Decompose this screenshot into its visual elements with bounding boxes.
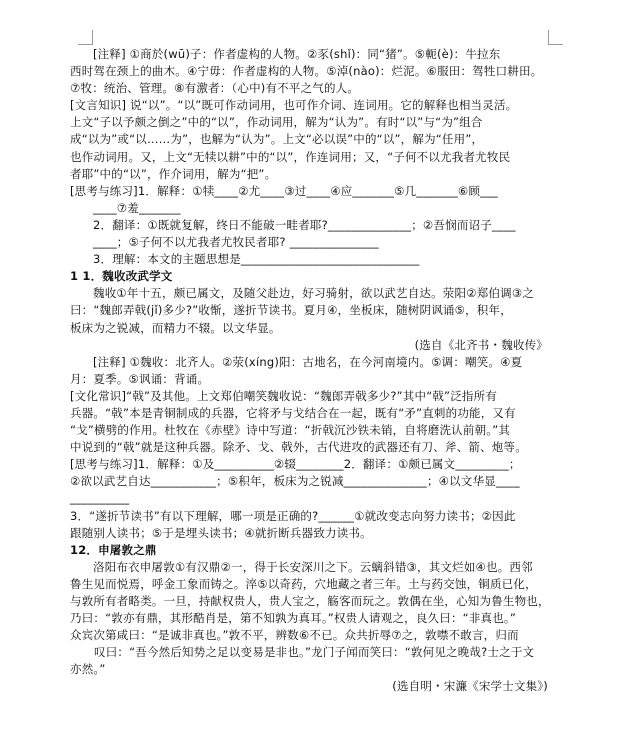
- text-line: 乃曰：“敦亦有鼎，其形酷肖是，第不知孰为真耳。”权贵人请观之，良久曰：“非真也。”: [70, 611, 517, 626]
- text-line: 叹曰：“吾今然后知势之足以变易是非也。”龙门子闻而笑曰：“敦何见之晚哉?士之于文: [94, 645, 535, 660]
- text-line: 与敦所有者略类。一旦，持献权贵人，贵人宝之，觞客而玩之。敦偶在坐，心知为鲁生物也，: [70, 594, 550, 608]
- text-line: ____⑦羞_______: [93, 200, 181, 215]
- text-line: [注释] ①魏收：北齐人。②荥(xíng)阳：古地名，在今河南境内。⑤调：嘲笑。④夏: [93, 354, 523, 369]
- text-line: 西时驾在颈上的曲木。④宁毋：作者虚构的人物。⑤淖(nào)：烂泥。⑥服田：驾牲口耕田。: [70, 64, 543, 79]
- text-line: 上文“子以予颇之倒之”中的“以”，作动词用，解为“认为”。有时“以”与“为”组合: [70, 115, 483, 130]
- text-line: [思考与练习]1．解释：①及__________②辍________2．翻译：①颇已属文_________；: [70, 457, 521, 472]
- text-line: 2．翻译：①既就复解，终日不能破一畦者耶?______________；②吾悯而诏子____: [93, 217, 516, 232]
- text-line: (选自《北齐书・魏收传》: [414, 337, 548, 352]
- text-line: [注释] ①商於(wū)子：作者虚构的人物。②豕(shǐ)：同“猪”。⑤軛(è)：牛拉东: [93, 47, 501, 61]
- text-line: 者耶”中的“以”，作介词用，解为“把”。: [70, 166, 277, 181]
- text-line: 成“以为”或“以……为”，也解为“认为”。上文“必以误”中的“以”，解为“任用”，: [70, 132, 484, 147]
- text-line: __________: [70, 491, 130, 506]
- text-line: 也作动词用。又，上文“无犊以耕”中的“以”，作连词用；又，“子何不以尤我者尤牧民: [70, 149, 511, 164]
- page-corner-mark-right: [548, 30, 563, 45]
- text-line: ⑦牧：统治、管理。⑧有激者：（心中)有不平之气的人。: [70, 81, 360, 96]
- text-line: 曰：“魏郎弄戟(jǐ)多少?”收惭，遂折节读书。夏月④，坐板床，随树阴讽诵⑤，积年，: [70, 303, 512, 318]
- text-line: 月：夏季。⑤讽诵：背诵。: [70, 371, 210, 386]
- text-line: 板床为之锐减，而精力不辍。以文华显。: [70, 320, 281, 335]
- text-line: 兵器。“戟”本是青铜制成的兵器，它将矛与戈结合在一起，既有“矛”直刺的功能，又有: [70, 405, 516, 420]
- text-line: 众宾次第咸曰：“是诚非真也。”敦不平，辨数⑥不已。众共折辱⑦之，敦噤不敢言，归而: [70, 628, 519, 643]
- text-line: ②欲以武艺自达___________；⑤积年，板床为之锐减______________；④以文华显____: [70, 474, 520, 489]
- text-line: [思考与练习]1．解释：①犊____②尤____③过____④应_______⑤几_______⑥顾___: [70, 183, 498, 198]
- text-line: 跟随别人读书；⑤于是埋头读书；④就折断兵器致力读书。: [70, 525, 372, 540]
- text-line: 1 1．魏收改武学文: [70, 269, 173, 284]
- page-corner-mark-left: [78, 30, 93, 45]
- text-line: 鲁生见而悦焉，呼金工象而铸之。淬⑤以奇药，穴地藏之者三年。土与药交蚀，铜质已化，: [70, 576, 537, 591]
- text-line: [文言知识] 说“以”。“以”既可作动词用，也可作介词、连词用。它的解释也相当灵活。: [70, 98, 518, 113]
- text-line: 亦然。”: [70, 662, 106, 677]
- text-line: ____；⑤子何不以尤我者尤牧民者耶? _______________: [93, 235, 379, 250]
- text-line: 3．“遂折节读书”有以下理解，哪一项是正确的?______①就改变志向努力读书；②因此: [70, 508, 516, 523]
- text-line: 3．理解：本文的主题思想是______________________________: [93, 252, 420, 267]
- text-line: “戈”横劈的作用。杜牧在《赤壁》诗中写道：“折戟沉沙铁未销，自将磨洗认前朝。”其: [70, 423, 511, 438]
- text-line: 中说到的“戟”就是这种兵器。除矛、戈、戟外，古代进攻的武器还有刀、斧、箭、炮等。: [70, 440, 527, 455]
- text-line: 12．申屠敦之鼎: [70, 542, 157, 557]
- document-body: [70, 46, 562, 696]
- text-line: (选自明・宋濂《宋学士文集》): [392, 679, 548, 694]
- text-line: 魏收①年十五，颇已属文，及随父赴边，好习骑射，欲以武艺自达。荥阳②郑伯调③之: [93, 286, 535, 301]
- text-line: 洛阳布衣申屠敦①有汉鼎②一，得于长安深川之下。云螭斜错③，其文烂如④也。西邻: [93, 559, 533, 574]
- text-line: [文化常识]“戟”及其他。上文郑伯嘲笑魏收说：“魏郎弄戟多少?”其中“戟”泛指所有: [70, 388, 498, 403]
